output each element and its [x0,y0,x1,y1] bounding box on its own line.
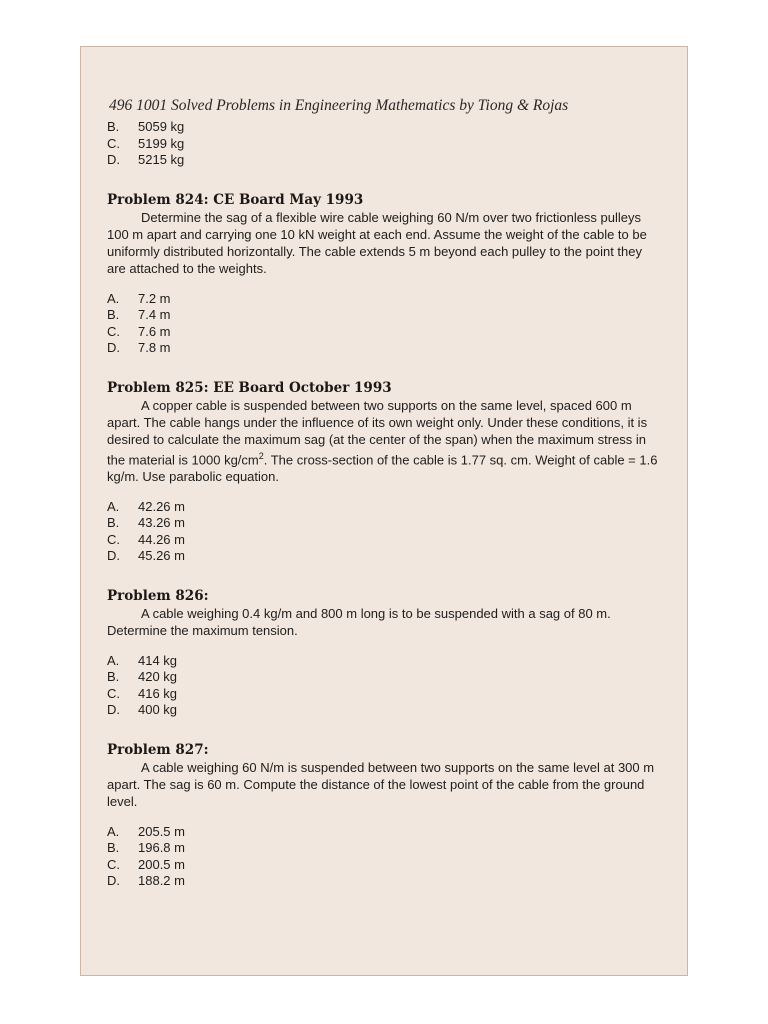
option-item [107,340,663,357]
option-item [107,824,663,841]
option-text: 5059 kg [138,119,185,134]
option-letter: C. [107,323,120,339]
option-text: 205.5 m [138,823,185,839]
previous-problem-options [107,119,663,169]
problem-options [107,653,663,719]
option-text: 400 kg [138,702,178,718]
option-letter: A. [107,290,120,306]
problem-options [107,824,663,890]
option-text: 42.26 m [138,498,185,514]
option-item [107,686,663,703]
option-item [107,548,663,565]
option-letter: A. [107,823,120,839]
option-letter: C. [107,531,120,547]
option-item [107,307,663,324]
option-letter: A. [107,498,120,514]
option-text: 416 kg [138,685,178,701]
option-text: 43.26 m [138,515,185,531]
problem-title: Problem 827: [107,741,209,758]
scanned-page [80,46,688,976]
problem-text: A cable weighing 0.4 kg/m and 800 m long is to be suspended with a sag of 80 m. Determine the maximum tension. [107,605,611,638]
option-item [107,499,663,516]
option-letter: A. [107,652,120,668]
option-text: 7.4 m [138,307,171,322]
option-text: 7.2 m [138,290,171,306]
problem-text: A cable weighing 60 N/m is suspended between two supports on the same level at 300 m apart. The sag is 60 m. Compute the distance of the lowest point of the cable from the ground level. [107,759,655,809]
problem-options [107,499,663,565]
problem-826 [107,587,663,719]
option-item [107,291,663,308]
option-text: 420 kg [138,669,178,685]
problem-827 [107,741,663,890]
problem-title: Problem 825: EE Board October 1993 [107,379,392,396]
problem-text [107,397,663,485]
problem-text-part: . The cross-section of the cable is 1.77 sq. cm. Weight of cable = 1.6 kg/m. Use parabolic equation. [107,451,658,484]
option-item [107,669,663,686]
option-letter: D. [107,152,120,167]
option-item [107,857,663,874]
option-item [107,873,663,890]
problem-title: Problem 826: [107,587,209,604]
option-letter: C. [107,685,120,701]
option-item [107,702,663,719]
option-letter: B. [107,119,120,134]
page-content [107,97,663,890]
option-letter: D. [107,702,120,718]
option-item [107,324,663,341]
problem-825 [107,379,663,565]
problem-text-part: A copper cable is suspended between two supports on the same level, spaced 600 m apart. The cable hangs under the influence of its own weight only. Under these conditions, it is desired to calculate the maximum sag (at the center of the span) when the maximum stress in the material is 1000 kg/cm [107,397,648,467]
problem-824 [107,191,663,357]
superscript: 2 [258,450,264,461]
option-item [107,152,663,169]
option-item [107,136,663,153]
option-text: 200.5 m [138,856,185,872]
option-letter: D. [107,340,120,355]
option-letter: B. [107,515,120,531]
option-letter: C. [107,135,120,151]
option-text: 188.2 m [138,873,185,889]
problem-text: Determine the sag of a flexible wire cable weighing 60 N/m over two frictionless pulleys 100 m apart and carrying one 10 kN weight at each end. Assume the weight of the cable to be uniformly distributed horizontally. The cable extends 5 m beyond each pulley to the point they are attached to the weights. [107,209,647,276]
option-item [107,515,663,532]
option-letter: D. [107,548,120,564]
option-text: 196.8 m [138,840,185,856]
option-text: 7.8 m [138,340,171,355]
option-text: 414 kg [138,652,178,668]
option-letter: B. [107,840,120,856]
option-letter: B. [107,307,120,322]
running-head: 496 1001 Solved Problems in Engineering Mathematics by Tiong & Rojas [109,97,569,114]
option-item [107,532,663,549]
option-letter: C. [107,856,120,872]
option-text: 5199 kg [138,135,185,151]
option-item [107,119,663,136]
option-text: 5215 kg [138,152,185,167]
option-letter: B. [107,669,120,685]
option-letter: D. [107,873,120,889]
option-text: 44.26 m [138,531,185,547]
option-item [107,653,663,670]
option-text: 7.6 m [138,323,171,339]
problem-options [107,291,663,357]
option-item [107,840,663,857]
problem-title: Problem 824: CE Board May 1993 [107,191,364,208]
option-text: 45.26 m [138,548,185,564]
